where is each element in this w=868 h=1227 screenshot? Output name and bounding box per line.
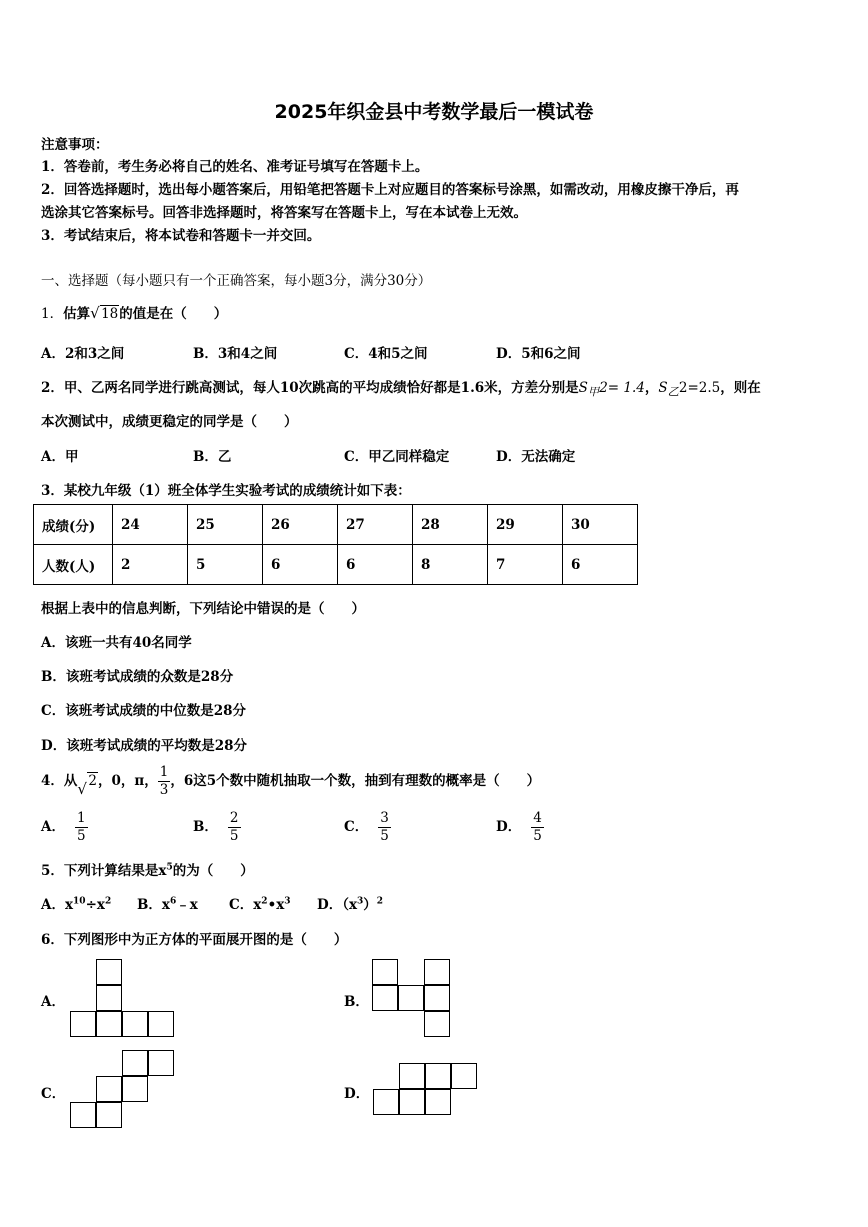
- q5-option-a: [41, 893, 111, 913]
- fraction-numerator: 1: [76, 810, 86, 826]
- q4-option-a: [41, 807, 88, 847]
- q4-option-c: [344, 807, 391, 847]
- table-cell: 2: [113, 545, 188, 585]
- variance-sep: ，: [644, 380, 659, 396]
- exponent: 10: [73, 896, 86, 907]
- table-cell: 30: [563, 505, 638, 545]
- exponent: 2: [376, 896, 384, 907]
- fraction-numerator: 3: [380, 810, 389, 826]
- question-4: [41, 763, 540, 799]
- exponent: 2: [104, 896, 112, 907]
- question-4-post: ，6这5个数中随机抽取一个数，抽到有理数的概率是（ ）: [170, 773, 541, 789]
- fraction-numerator: 1: [159, 764, 169, 780]
- question-2-tail: ，则在: [720, 380, 761, 396]
- fraction-numerator: 4: [533, 810, 542, 826]
- q6-option-d-label: D．: [344, 1086, 370, 1102]
- option-text: ﹣x: [176, 897, 198, 913]
- q5-option-c: [229, 893, 291, 913]
- q4-option-d: [496, 807, 544, 847]
- q5-option-d: [317, 893, 383, 913]
- variance-yi: 2=2.5: [678, 380, 721, 396]
- q2-option-b: B．乙: [193, 449, 232, 465]
- fraction-denominator: 5: [76, 828, 86, 844]
- table-cell: 24: [113, 505, 188, 545]
- note-item-2: 2．回答选择题时，选出每小题答案后，用铅笔把答题卡上对应题目的答案标号涂黑，如需改动，用橡皮擦干净后，再: [41, 182, 739, 198]
- note-item-2-cont: 选涂其它答案标号。回答非选择题时，将答案写在答题卡上，写在本试卷上无效。: [41, 205, 527, 221]
- q6-option-c-label: C．: [41, 1086, 66, 1102]
- fraction-denominator: 3: [159, 782, 169, 798]
- question-1: [41, 302, 227, 322]
- question-1-pre: 估算: [63, 306, 91, 322]
- q3-option-c: C．该班考试成绩的中位数是28分: [41, 703, 247, 719]
- question-2-stem: 2．甲、乙两名同学进行跳高测试，每人10次跳高的平均成绩恰好都是1.6米，方差分别是: [41, 380, 579, 396]
- stem-text: 5．下列计算结果是x: [41, 863, 167, 879]
- sqrt-18: √ 18: [90, 304, 119, 322]
- table-cell: 6: [263, 545, 338, 585]
- fraction-one-third: [158, 764, 171, 799]
- q3-option-b: B．该班考试成绩的众数是28分: [41, 669, 234, 685]
- q2-option-a: A．甲: [41, 449, 79, 465]
- table-cell: 25: [188, 505, 263, 545]
- table-cell: 28: [413, 505, 488, 545]
- radicand-2: 2: [88, 773, 97, 789]
- radicand-18: 18: [101, 306, 119, 322]
- option-label: A．: [41, 819, 65, 835]
- sqrt-2: √ 2: [77, 773, 97, 798]
- option-text: A．x: [41, 897, 74, 913]
- note-item-1: 1．答卷前，考生务必将自己的姓名、准考证号填写在答题卡上。: [41, 159, 429, 175]
- q3-option-a: A．该班一共有40名同学: [41, 635, 192, 651]
- section-heading: 一、选择题（每小题只有一个正确答案，每小题3分，满分30分）: [41, 273, 432, 289]
- exponent: 3: [357, 896, 364, 907]
- table-cell: 27: [338, 505, 413, 545]
- table-cell: 7: [488, 545, 563, 585]
- table-cell: 29: [488, 505, 563, 545]
- option-text: ）: [363, 897, 377, 913]
- q1-option-a: A．2和3之间: [41, 346, 125, 362]
- question-5-stem: [41, 859, 254, 879]
- option-fraction: [75, 810, 88, 845]
- option-text: D．（x: [317, 897, 358, 913]
- option-text: ÷x: [85, 897, 105, 913]
- question-3-question: 根据上表中的信息判断，下列结论中错误的是（ ）: [41, 601, 365, 617]
- q6-option-a-label: A．: [41, 994, 65, 1010]
- variance-sub-yi: 乙: [667, 385, 679, 399]
- table-row: [34, 545, 638, 585]
- fraction-numerator: 2: [229, 810, 239, 826]
- fraction-denominator: 5: [380, 828, 389, 844]
- note-item-3: 3．考试结束后，将本试卷和答题卡一并交回。: [41, 228, 321, 244]
- variance-jia: 2= 1.4: [599, 380, 645, 396]
- table-cell: 成绩(分): [34, 505, 113, 545]
- notes-heading: 注意事项：: [41, 137, 109, 153]
- q2-option-c: C．甲乙同样稳定: [344, 449, 450, 465]
- q2-option-d: D．无法确定: [496, 449, 576, 465]
- q3-option-d: D．该班考试成绩的平均数是28分: [41, 738, 247, 754]
- question-6-stem: 6．下列图形中为正方体的平面展开图的是（ ）: [41, 932, 348, 948]
- option-fraction: [228, 810, 241, 845]
- option-fraction: [531, 810, 544, 845]
- option-fraction: [378, 810, 391, 845]
- question-4-number: 4．从: [41, 773, 78, 789]
- variance-symbol-yi: S: [658, 380, 668, 396]
- q1-option-c: C．4和5之间: [344, 346, 428, 362]
- table-row: [34, 505, 638, 545]
- table-cell: 26: [263, 505, 338, 545]
- option-label: D．: [496, 819, 522, 835]
- variance-symbol-jia: S: [578, 380, 588, 396]
- fraction-denominator: 5: [533, 828, 542, 844]
- table-cell: 人数(人): [34, 545, 113, 585]
- table-cell: 5: [188, 545, 263, 585]
- option-text: C．x: [229, 897, 262, 913]
- variance-sub-jia: 甲: [587, 385, 600, 399]
- table-cell: 8: [413, 545, 488, 585]
- exponent: 6: [169, 896, 177, 907]
- stem-text: 的为（ ）: [172, 863, 254, 879]
- q5-option-b: [137, 893, 198, 913]
- fraction-denominator: 5: [229, 828, 239, 844]
- option-text: •x: [267, 897, 285, 913]
- table-cell: 6: [563, 545, 638, 585]
- exponent: 2: [261, 896, 268, 907]
- score-table: [33, 504, 638, 585]
- q1-option-b: B．3和4之间: [193, 346, 278, 362]
- q4-option-b: [193, 807, 241, 847]
- exponent: 5: [166, 862, 173, 873]
- exponent: 3: [284, 896, 291, 907]
- option-label: B．: [193, 819, 218, 835]
- question-1-number: 1．: [41, 306, 64, 322]
- question-2-line-2: 本次测试中，成绩更稳定的同学是（ ）: [41, 414, 298, 430]
- option-label: C．: [344, 819, 369, 835]
- q1-option-d: D．5和6之间: [496, 346, 581, 362]
- page-title: 2025年织金县中考数学最后一模试卷: [274, 101, 594, 123]
- option-text: B．x: [137, 897, 170, 913]
- question-2-line-1: [41, 376, 761, 400]
- q6-option-b-label: B．: [344, 994, 369, 1010]
- question-1-post: 的值是在（ ）: [119, 306, 228, 322]
- question-3-stem: 3．某校九年级（1）班全体学生实验考试的成绩统计如下表：: [41, 483, 411, 499]
- question-4-mid: ，0，π，: [98, 773, 158, 789]
- table-cell: 6: [338, 545, 413, 585]
